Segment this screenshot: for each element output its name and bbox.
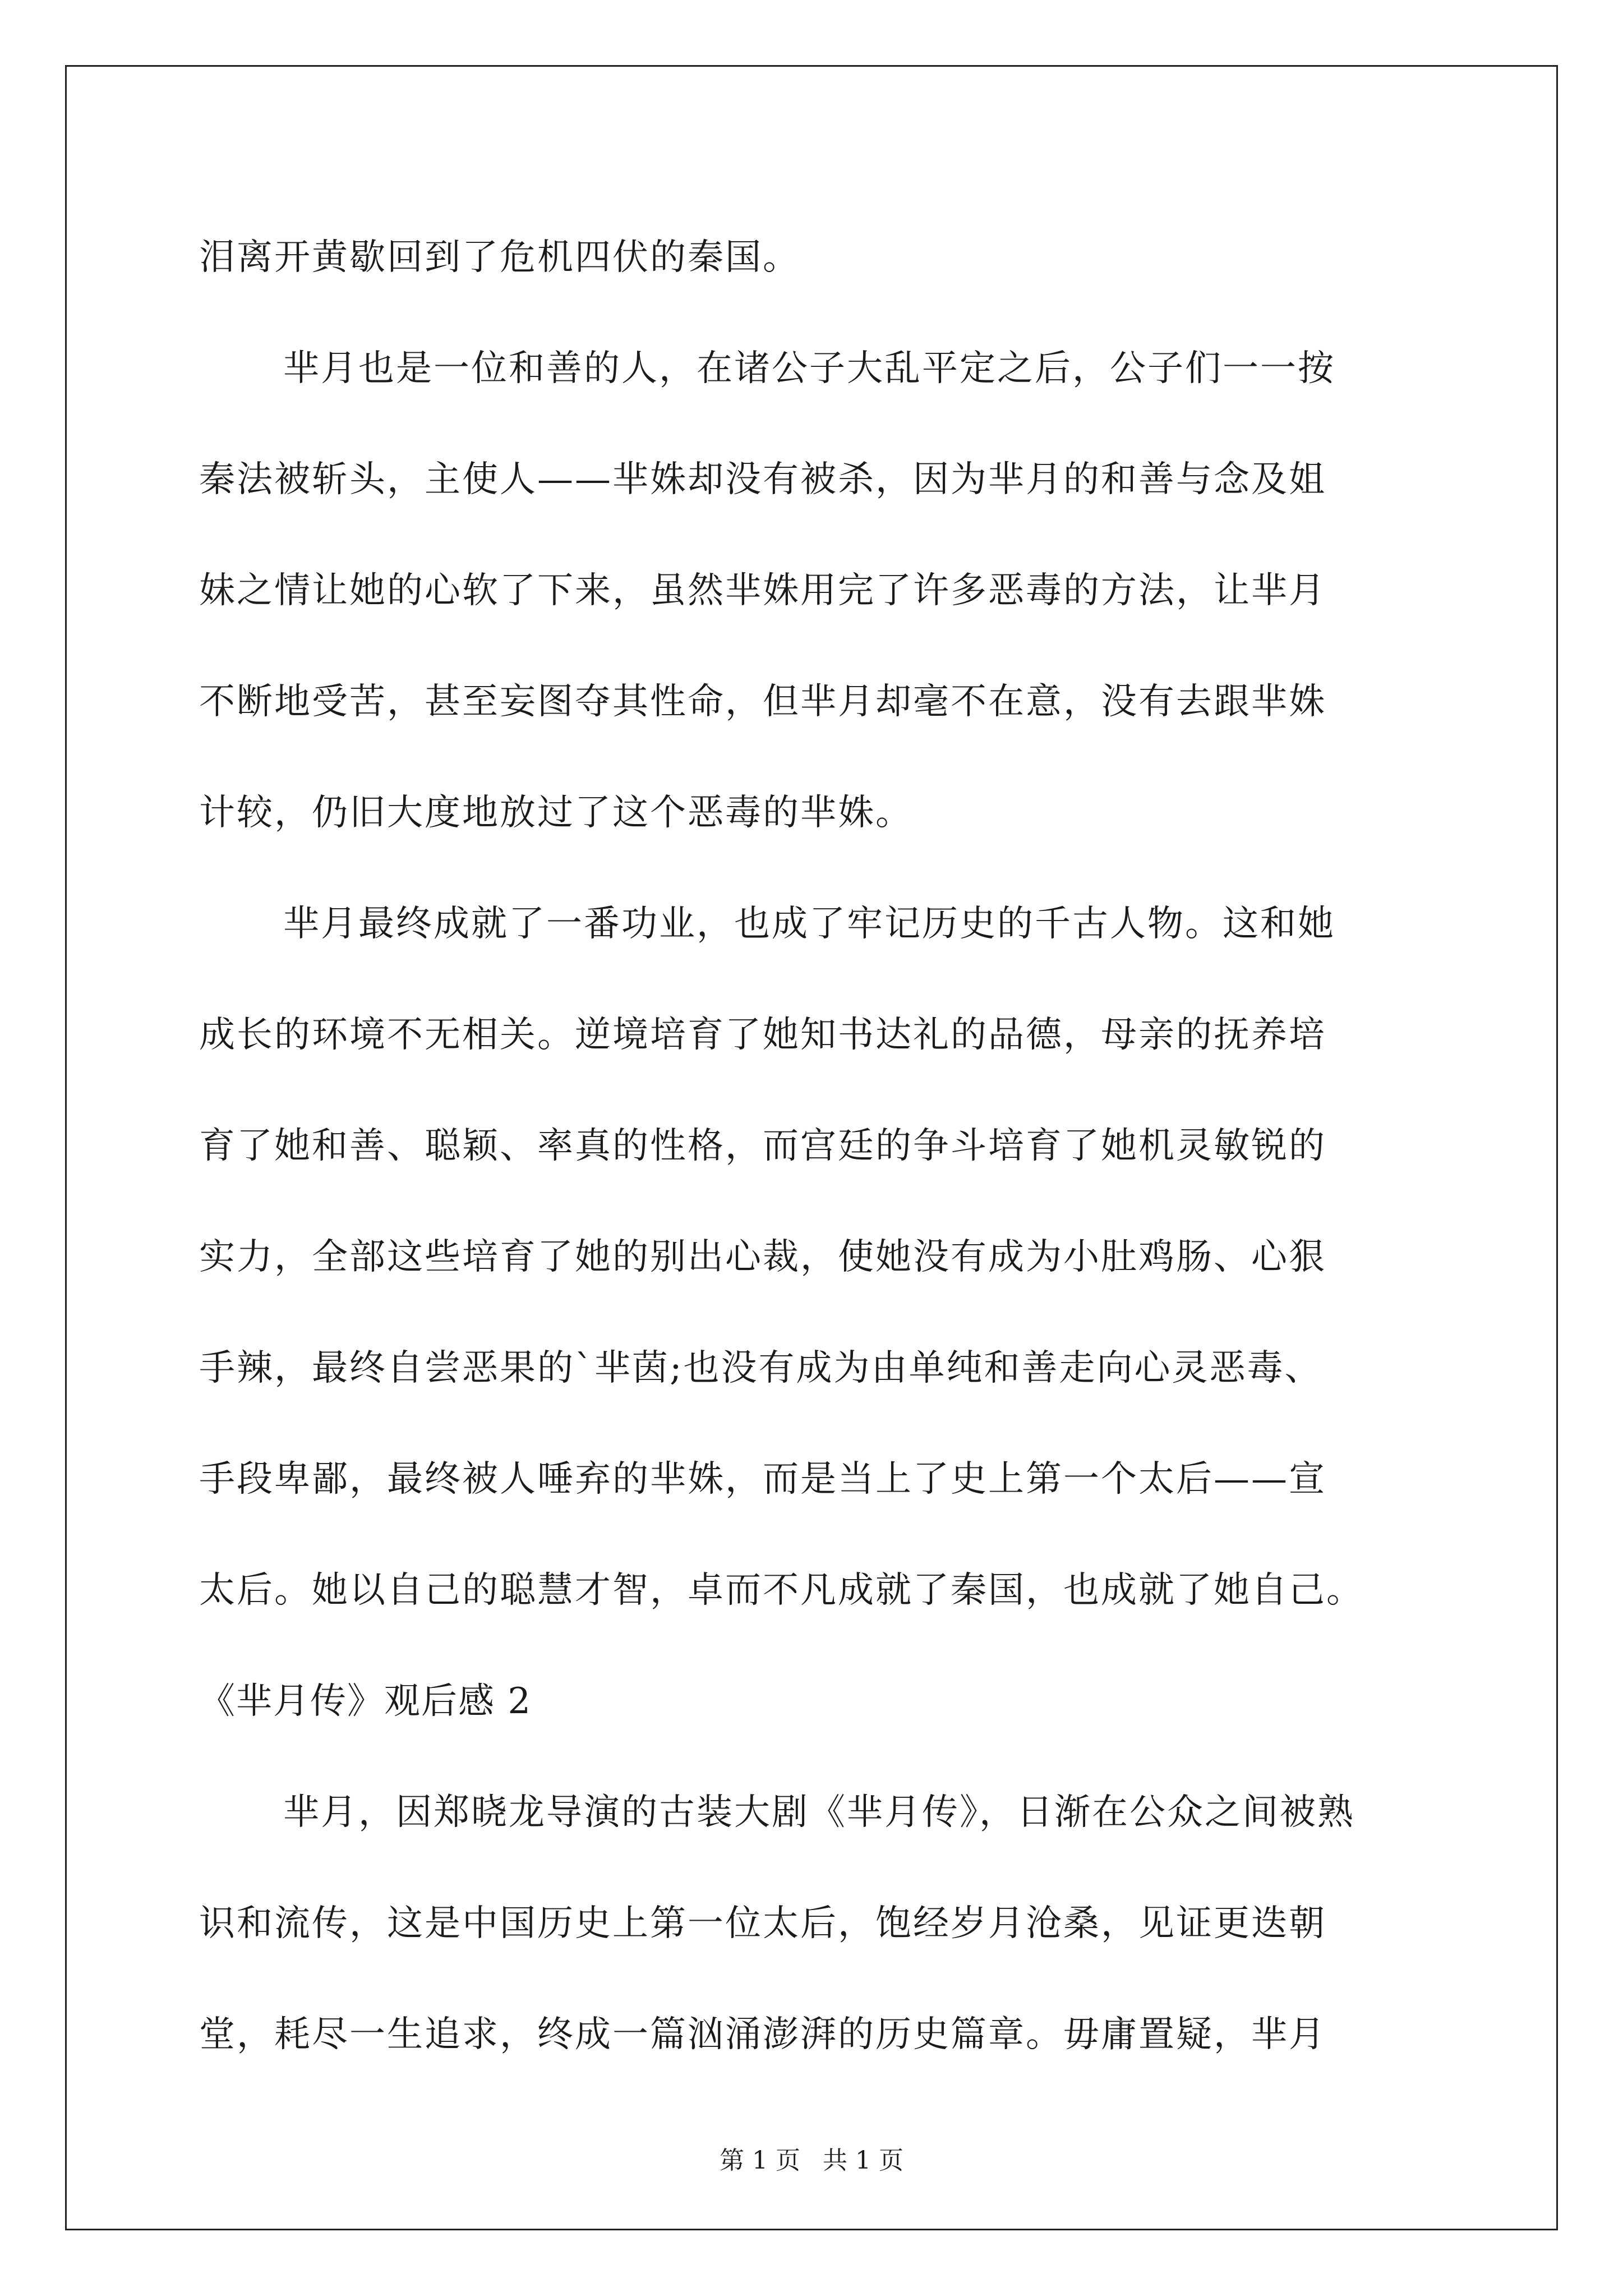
text-line: 泪离开黄歇回到了危机四伏的秦国。 xyxy=(199,237,800,278)
text-line: 手辣，最终自尝恶果的`芈茵;也没有成为由单纯和善走向心灵恶毒、 xyxy=(199,1347,1322,1389)
text-line: 手段卑鄙，最终被人唾弃的芈姝，而是当上了史上第一个太后——宣 xyxy=(199,1458,1326,1500)
page-footer xyxy=(0,2140,1623,2176)
text-line: 太后。她以自己的聪慧才智，卓而不凡成就了秦国，也成就了她自己。 xyxy=(199,1570,1364,1611)
text-line: 芈月，因郑晓龙导演的古装大剧《芈月传》，日渐在公众之间被熟 xyxy=(283,1792,1355,1833)
document-body xyxy=(199,202,1430,2090)
text-line: 妹之情让她的心软了下来，虽然芈姝用完了许多恶毒的方法，让芈月 xyxy=(199,570,1326,611)
text-line: 不断地受苦，甚至妄图夺其性命，但芈月却毫不在意，没有去跟芈姝 xyxy=(199,681,1326,723)
text-line: 堂，耗尽一生追求，终成一篇汹涌澎湃的历史篇章。毋庸置疑，芈月 xyxy=(199,2014,1326,2055)
text-line: 芈月也是一位和善的人，在诸公子大乱平定之后，公子们一一按 xyxy=(283,348,1335,389)
text-line: 成长的环境不无相关。逆境培育了她知书达礼的品德，母亲的抚养培 xyxy=(199,1014,1326,1056)
text-line: 秦法被斩头，主使人——芈姝却没有被杀，因为芈月的和善与念及姐 xyxy=(199,459,1326,500)
text-line: 实力，全部这些培育了她的别出心裁，使她没有成为小肚鸡肠、心狠 xyxy=(199,1236,1326,1278)
text-line: 计较，仍旧大度地放过了这个恶毒的芈姝。 xyxy=(199,792,913,834)
text-line: 芈月最终成就了一番功业，也成了牢记历史的千古人物。这和她 xyxy=(283,903,1335,945)
page-number: 第 1 页 xyxy=(720,2146,800,2175)
text-line: 育了她和善、聪颖、率真的性格，而宫廷的争斗培育了她机灵敏锐的 xyxy=(199,1125,1326,1167)
text-line: 识和流传，这是中国历史上第一位太后，饱经岁月沧桑，见证更迭朝 xyxy=(199,1903,1326,1944)
page-total: 共 1 页 xyxy=(823,2146,903,2175)
section-heading: 《芈月传》观后感 2 xyxy=(199,1681,532,1722)
